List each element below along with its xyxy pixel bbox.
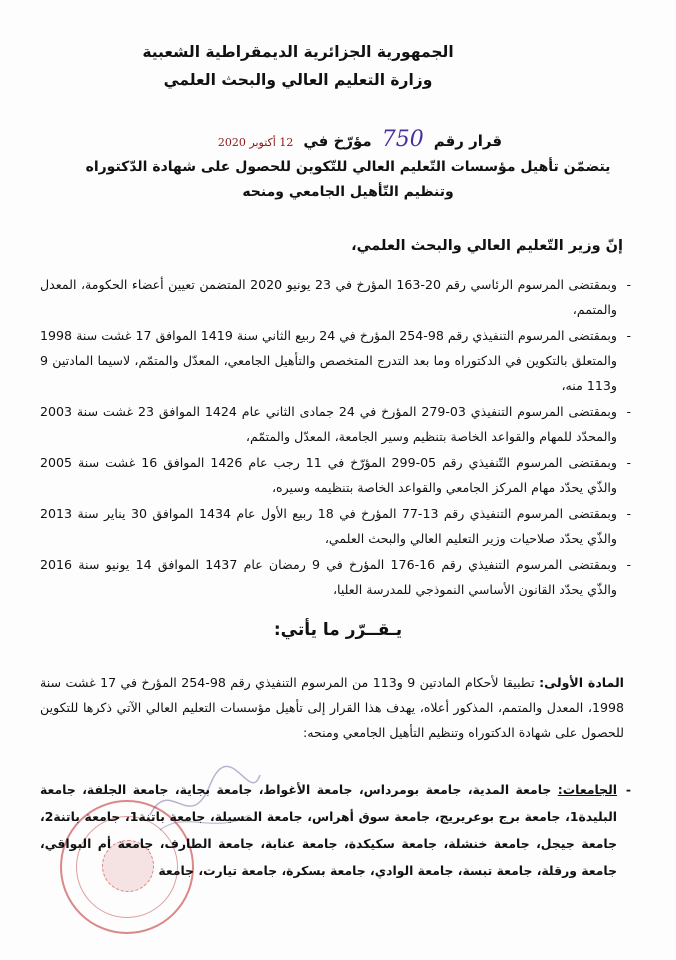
decree-heading xyxy=(150,127,570,152)
visas-list xyxy=(40,272,631,603)
visa-text: وبمقتضى المرسوم الرئاسي رقم 20-163 المؤرخ في 23 يونيو 2020 المتضمن تعيين أعضاء الحكومة، المعدل والمتمم، xyxy=(40,277,617,317)
decides-heading: يـقــرّر ما يأتي: xyxy=(273,620,403,640)
minister-preamble: إنّ وزير التّعليم العالي والبحث العلمي، xyxy=(351,238,623,254)
visa-text: وبمقتضى المرسوم التّنفيذي رقم 05-299 المؤرّخ في 11 رجب عام 1426 الموافق 16 غشت سنة 2005 والذّي يحدّد مهام المركز الجامعي والقواعد الخاصة بتنظيمه وسيره، xyxy=(40,455,617,495)
visa-text: وبمقتضى المرسوم التنفيذي رقم 13-77 المؤرخ في 18 ربيع الأول عام 1434 الموافق 30 يناير سنة 2013 والذّي يحدّد صلاحيات وزير التعليم العالي والبحث العلمي، xyxy=(40,506,617,546)
visa-text: وبمقتضى المرسوم التنفيذي 03-279 المؤرخ في 24 جمادى الثاني عام 1424 الموافق 23 غشت سنة 2003 والمحدّد للمهام والقواعد الخاصة بتنظيم وسير الجامعة، المعدّل والمتمّم، xyxy=(40,404,617,444)
decree-subject xyxy=(80,155,616,205)
article-1-label: المادة الأولى: xyxy=(539,675,624,690)
letterhead xyxy=(40,38,636,94)
universities-text: جامعة المدية، جامعة بومرداس، جامعة الأغواط، جامعة بجاية، جامعة الجلفة، جامعة البليدة1، جامعة برج بوعريريج، جامعة سوق أهراس، جامعة المسيلة، جامعة باتنة1، جامعة باتنة2، جامعة جيجل، جامعة خنشلة، جامعة سكيكدة، جامعة عنابة، جامعة الطارف، جامعة أم البواقي، جامعة ورقلة، جامعة تبسة، جامعة الوادي، جامعة بسكرة، جامعة تيارت، جامعة xyxy=(40,782,617,878)
visa-text: وبمقتضى المرسوم التنفيذي رقم 16-176 المؤرخ في 9 رمضان عام 1437 الموافق 14 يونيو سنة 2016 والذّي يحدّد القانون الأساسي النموذجي للمدرسة العليا، xyxy=(40,557,617,597)
subject-line-2: وتنظيم التّأهيل الجامعي ومنحه xyxy=(242,184,454,200)
subject-line-1: يتضمّن تأهيل مؤسسات التّعليم العالي للتّكوين للحصول على شهادة الدّكتوراه xyxy=(85,159,611,175)
universities-label: الجامعات: xyxy=(557,782,617,797)
decree-label: قرار رقم xyxy=(433,132,503,150)
visa-item: - وبمقتضى المرسوم التّنفيذي رقم 05-299 المؤرّخ في 11 رجب عام 1426 الموافق 16 غشت سنة 2005 والذّي يحدّد مهام المركز الجامعي والقواعد الخاصة بتنظيمه وسيره، xyxy=(40,455,631,495)
decree-dated-label: مؤرّخ في xyxy=(303,132,372,150)
article-1-text: تطبيقا لأحكام المادتين 9 و113 من المرسوم التنفيذي رقم 98-254 المؤرخ في 17 غشت سنة 1998، المعدل والمتمم، المذكور أعلاه، يهدف هذا القرار إلى تأهيل مؤسسات التعليم العالي الآتي ذكرها للتكوين للحصول على شهادة الدكتوراه وتنظيم التأهيل الجامعي ومنحه: xyxy=(40,675,624,740)
decree-date: 12 أكتوبر 2020 xyxy=(217,136,294,149)
republic-name: الجمهورية الجزائرية الديمقراطية الشعبية xyxy=(142,43,454,61)
ministry-name: وزارة التعليم العالي والبحث العلمي xyxy=(163,71,433,89)
visa-item: - وبمقتضى المرسوم الرئاسي رقم 20-163 المؤرخ في 23 يونيو 2020 المتضمن تعيين أعضاء الحكومة، المعدل والمتمم، xyxy=(40,277,631,317)
universities-list: - الجامعات: جامعة المدية، جامعة بومرداس، جامعة الأغواط، جامعة بجاية، جامعة الجلفة، جامعة البليدة1، جامعة برج بوعريريج، جامعة سوق أهراس، جامعة المسيلة، جامعة باتنة1، جامعة باتنة2، جامعة جيجل، جامعة خنشلة، جامعة سكيكدة، جامعة عنابة، جامعة الطارف، جامعة أم البواقي، جامعة ورقلة، جامعة تبسة، جامعة الوادي، جامعة بسكرة، جامعة تيارت، جامعة xyxy=(40,782,631,878)
visa-item: - وبمقتضى المرسوم التنفيذي 03-279 المؤرخ في 24 جمادى الثاني عام 1424 الموافق 23 غشت سنة 2003 والمحدّد للمهام والقواعد الخاصة بتنظيم وسير الجامعة، المعدّل والمتمّم، xyxy=(40,404,631,444)
visa-item: - وبمقتضى المرسوم التنفيذي رقم 13-77 المؤرخ في 18 ربيع الأول عام 1434 الموافق 30 يناير سنة 2013 والذّي يحدّد صلاحيات وزير التعليم العالي والبحث العلمي، xyxy=(40,506,631,546)
visa-item: - وبمقتضى المرسوم التنفيذي رقم 98-254 المؤرخ في 24 ربيع الثاني سنة 1419 الموافق 17 غشت سنة 1998 والمتعلق بالتكوين في الدكتوراه وما بعد التدرج المتخصص والتأهيل الجامعي، المعدّل والمتمّم، لاسيما المادتين 9 و113 منه، xyxy=(40,328,631,393)
visa-text: وبمقتضى المرسوم التنفيذي رقم 98-254 المؤرخ في 24 ربيع الثاني سنة 1419 الموافق 17 غشت سنة 1998 والمتعلق بالتكوين في الدكتوراه وما بعد التدرج المتخصص والتأهيل الجامعي، المعدّل والمتمّم، لاسيما المادتين 9 و113 منه، xyxy=(40,328,617,393)
visa-item: - وبمقتضى المرسوم التنفيذي رقم 16-176 المؤرخ في 9 رمضان عام 1437 الموافق 14 يونيو سنة 2016 والذّي يحدّد القانون الأساسي النموذجي للمدرسة العليا، xyxy=(40,557,631,597)
decree-number: 750 xyxy=(381,127,424,152)
article-1 xyxy=(40,670,624,745)
